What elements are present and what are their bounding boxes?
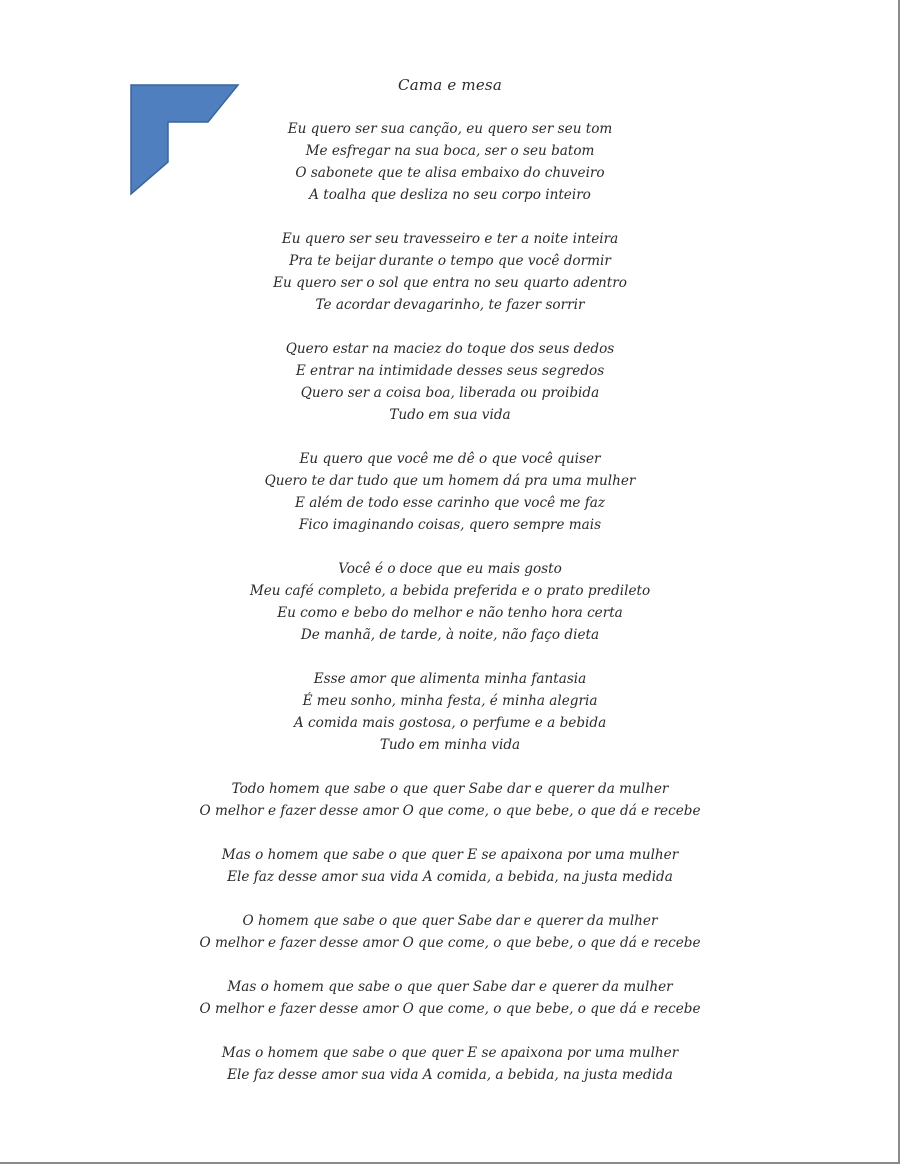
poem-line: E além de todo esse carinho que você me faz bbox=[294, 495, 606, 511]
poem-line: Te acordar devagarinho, te fazer sorrir bbox=[315, 297, 585, 313]
poem-line: Esse amor que alimenta minha fantasia bbox=[313, 671, 587, 687]
poem-line: Fico imaginando coisas, quero sempre mais bbox=[298, 517, 602, 533]
poem-line: Eu como e bebo do melhor e não tenho hora certa bbox=[277, 605, 623, 621]
stanza bbox=[0, 668, 900, 756]
poem-line: O melhor e fazer desse amor O que come, o que bebe, o que dá e recebe bbox=[199, 935, 701, 951]
poem-line: Mas o homem que sabe o que quer E se apaixona por uma mulher bbox=[221, 1045, 679, 1061]
poem-line: Mas o homem que sabe o que quer E se apaixona por uma mulher bbox=[221, 847, 679, 863]
stanza bbox=[0, 228, 900, 316]
poem-body bbox=[0, 118, 900, 1108]
poem-line: Ele faz desse amor sua vida A comida, a bebida, na justa medida bbox=[227, 869, 673, 885]
stanza bbox=[0, 910, 900, 954]
poem-line: De manhã, de tarde, à noite, não faço dieta bbox=[300, 627, 600, 643]
poem-line: Pra te beijar durante o tempo que você dormir bbox=[289, 253, 611, 269]
poem-line: É meu sonho, minha festa, é minha alegria bbox=[302, 693, 598, 709]
poem-line: O melhor e fazer desse amor O que come, o que bebe, o que dá e recebe bbox=[199, 803, 701, 819]
stanza bbox=[0, 558, 900, 646]
poem-line: E entrar na intimidade desses seus segredos bbox=[295, 363, 605, 379]
poem-line: Quero ser a coisa boa, liberada ou proibida bbox=[300, 385, 600, 401]
poem-line: Meu café completo, a bebida preferida e o prato predileto bbox=[249, 583, 651, 599]
poem-line: Tudo em sua vida bbox=[389, 407, 511, 423]
poem-line: Me esfregar na sua boca, ser o seu batom bbox=[305, 143, 595, 159]
poem-line: Ele faz desse amor sua vida A comida, a bebida, na justa medida bbox=[227, 1067, 673, 1083]
poem-line: A toalha que desliza no seu corpo inteiro bbox=[309, 187, 591, 203]
poem-line: Quero estar na maciez do toque dos seus dedos bbox=[285, 341, 615, 357]
stanza bbox=[0, 448, 900, 536]
poem-line: O homem que sabe o que quer Sabe dar e querer da mulher bbox=[242, 913, 658, 929]
stanza bbox=[0, 976, 900, 1020]
stanza bbox=[0, 778, 900, 822]
poem-line: O melhor e fazer desse amor O que come, o que bebe, o que dá e recebe bbox=[199, 1001, 701, 1017]
poem-line: Você é o doce que eu mais gosto bbox=[338, 561, 562, 577]
stanza bbox=[0, 118, 900, 206]
poem-line: A comida mais gostosa, o perfume e a bebida bbox=[293, 715, 607, 731]
poem-line: O sabonete que te alisa embaixo do chuveiro bbox=[295, 165, 605, 181]
stanza bbox=[0, 844, 900, 888]
stanza bbox=[0, 338, 900, 426]
poem-line: Tudo em minha vida bbox=[379, 737, 521, 753]
stanza bbox=[0, 1042, 900, 1086]
poem-line: Todo homem que sabe o que quer Sabe dar e querer da mulher bbox=[231, 781, 669, 797]
poem-line: Eu quero que você me dê o que você quiser bbox=[299, 451, 601, 467]
poem-title: Cama e mesa bbox=[398, 76, 502, 94]
poem-line: Eu quero ser seu travesseiro e ter a noite inteira bbox=[281, 231, 619, 247]
poem-line: Mas o homem que sabe o que quer Sabe dar e querer da mulher bbox=[227, 979, 673, 995]
poem-line: Quero te dar tudo que um homem dá pra uma mulher bbox=[264, 473, 636, 489]
poem-line: Eu quero ser sua canção, eu quero ser seu tom bbox=[287, 121, 613, 137]
poem-line: Eu quero ser o sol que entra no seu quarto adentro bbox=[273, 275, 627, 291]
